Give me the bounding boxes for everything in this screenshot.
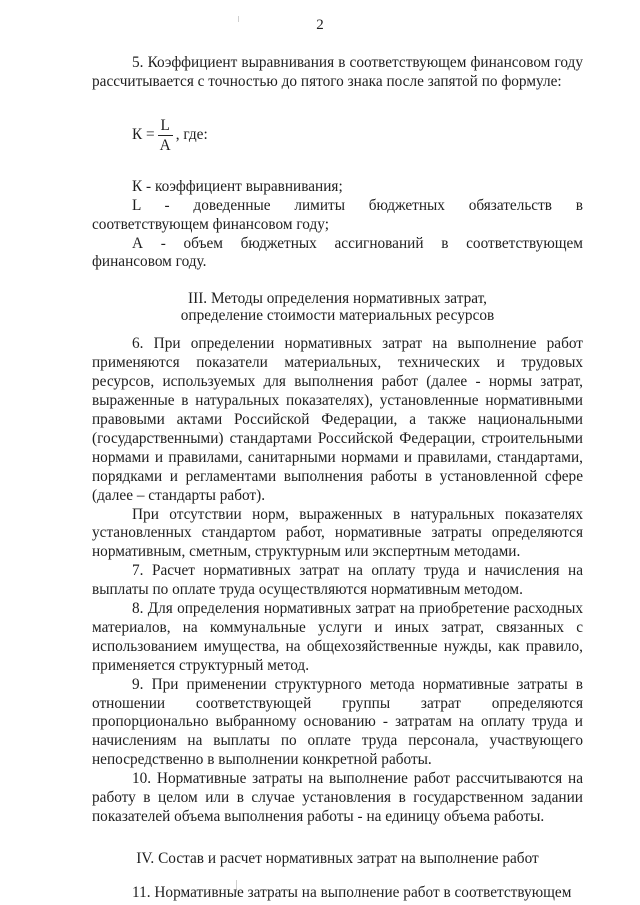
definition-l: L - доведенные лимиты бюджетных обязательств в соответствующем финансовом году; — [92, 196, 583, 233]
section-3-heading — [92, 290, 583, 324]
page-number: 2 — [316, 17, 324, 33]
section-4-heading: IV. Состав и расчет нормативных затрат на выполнение работ — [136, 849, 539, 867]
paragraph-11: 11. Нормативные затраты на выполнение работ в соответствующем — [132, 883, 572, 901]
paragraph-9: 9. При применении структурного метода нормативные затраты в отношении соответствующей группы затрат определяются пропорционально выбранному основанию - затратам на оплату труда и начислениям на выплаты по оплате труда персонала, участвующего непосредственно в выполнении конкретной работы. — [92, 675, 583, 769]
formula-denominator: А — [159, 137, 171, 155]
alignment-formula — [132, 116, 583, 156]
paragraph-7: 7. Расчет нормативных затрат на оплату труда и начисления на выплаты по оплате труда осуществляются нормативным методом. — [92, 562, 583, 599]
document-body — [92, 54, 583, 903]
section-3-line-1: III. Методы определения нормативных затрат, — [188, 290, 487, 308]
paragraph-5: 5. Коэффициент выравнивания в соответствующем финансовом году рассчитывается с точностью до пятого знака после запятой по формуле: — [92, 54, 583, 90]
definition-k: К - коэффициент выравнивания; — [132, 177, 343, 195]
paragraph-6-continued: При отсутствии норм, выраженных в натуральных показателях установленных стандартом работ, нормативные затраты определяются нормативным, сметным, структурным или экспертным методами. — [92, 505, 583, 561]
paragraph-10: 10. Нормативные затраты на выполнение работ рассчитываются на работу в целом или в случае установления в государственном задании показателей объема выполнения работы - на единицу объема работы. — [92, 770, 583, 825]
definition-a: А - объем бюджетных ассигнований в соответствующем финансовом году. — [92, 234, 583, 271]
formula-numerator: L — [160, 117, 170, 135]
paragraph-8: 8. Для определения нормативных затрат на приобретение расходных материалов, на коммунальные услуги и иных затрат, связанных с использованием имущества, на общехозяйственные нужды, как правило, применяется структурный метод. — [92, 600, 583, 674]
formula-lhs: К = — [132, 126, 155, 144]
formula-fraction — [158, 117, 173, 154]
section-3-line-2: определение стоимости материальных ресурсов — [180, 307, 495, 325]
paragraph-6: 6. При определении нормативных затрат на выполнение работ применяются показатели материальных, технических и трудовых ресурсов, используемых для выполнения работ (далее - нормы затрат, выраженные в натуральных показателях), установленные нормативными правовыми актами Российской Федерации, а также национальными (государственными) стандартами Российской Федерации, строительными нормами и правилами, санитарными нормами и правилами, стандартами, порядками и регламентами выполнения работы в установленной сфере (далее – стандарты работ). — [92, 335, 583, 504]
formula-suffix: , где: — [175, 126, 208, 144]
